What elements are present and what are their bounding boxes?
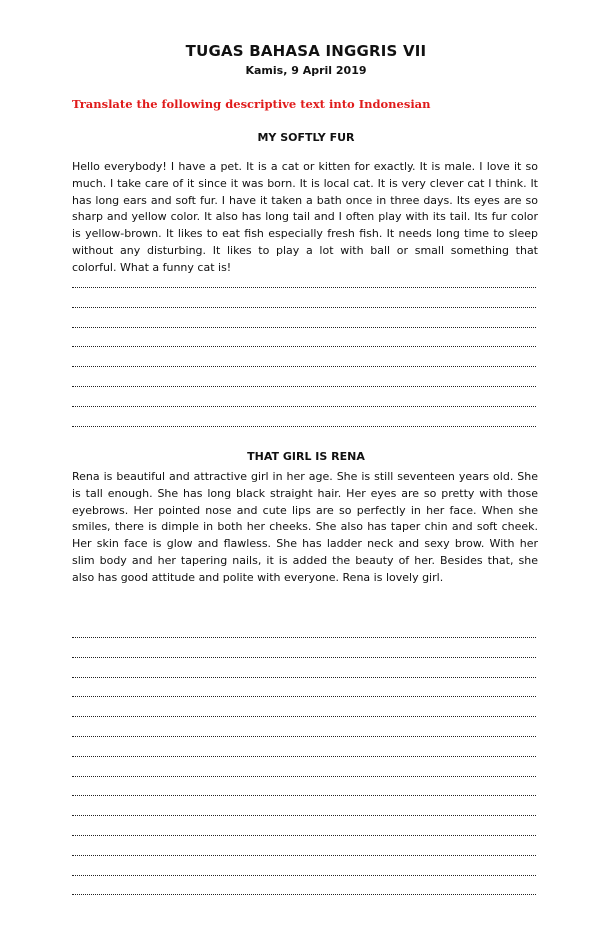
- answer-line[interactable]: [72, 756, 536, 757]
- answer-line[interactable]: [72, 875, 536, 876]
- section-text-my-softly-fur: Hello everybody! I have a pet. It is a cat or kitten for exactly. It is male. I love it so much. I take care of it since it was born. It is local cat. It is very clever cat I think. It has long ears and soft fur. I have it taken a bath once in three days. Its eyes are so sharp and yellow color. It also has long tail and I often play with its tail. Its fur color is yellow-brown. It likes to eat fish especially fresh fish. It needs long time to sleep without any disturbing. It likes to play a lot with ball or small something that colorful. What a funny cat is!: [72, 160, 538, 274]
- answer-line[interactable]: [72, 835, 536, 836]
- answer-line[interactable]: [72, 346, 536, 347]
- section-heading-my-softly-fur: MY SOFTLY FUR: [257, 131, 355, 144]
- answer-line[interactable]: [72, 795, 536, 796]
- document-date: Kamis, 9 April 2019: [245, 64, 367, 77]
- answer-line[interactable]: [72, 657, 536, 658]
- section-heading-that-girl-is-rena: THAT GIRL IS RENA: [247, 450, 365, 463]
- answer-line[interactable]: [72, 426, 536, 427]
- answer-line[interactable]: [72, 386, 536, 387]
- answer-line[interactable]: [72, 287, 536, 288]
- section-text-that-girl-is-rena: Rena is beautiful and attractive girl in her age. She is still seventeen years old. She is tall enough. She has long black straight hair. Her eyes are so pretty with those eyebrows. Her pointed nose and cute lips are so perfectly in her face. When she smiles, there is dimple in both her cheeks. She also has taper chin and soft cheek. Her skin face is glow and flawless. She has ladder neck and sexy brow. With her slim body and her tapering nails, it is added the beauty of her. Besides that, she also has good attitude and polite with everyone. Rena is lovely girl.: [72, 470, 538, 584]
- answer-line[interactable]: [72, 894, 536, 895]
- instruction-text: Translate the following descriptive text into Indonesian: [72, 97, 431, 111]
- answer-line[interactable]: [72, 406, 536, 407]
- answer-line[interactable]: [72, 677, 536, 678]
- answer-line[interactable]: [72, 815, 536, 816]
- answer-line[interactable]: [72, 307, 536, 308]
- answer-line[interactable]: [72, 366, 536, 367]
- answer-line[interactable]: [72, 776, 536, 777]
- answer-line[interactable]: [72, 327, 536, 328]
- document-title: TUGAS BAHASA INGGRIS VII: [185, 42, 427, 60]
- answer-line[interactable]: [72, 696, 536, 697]
- answer-line[interactable]: [72, 736, 536, 737]
- answer-line[interactable]: [72, 855, 536, 856]
- answer-line[interactable]: [72, 716, 536, 717]
- answer-line[interactable]: [72, 637, 536, 638]
